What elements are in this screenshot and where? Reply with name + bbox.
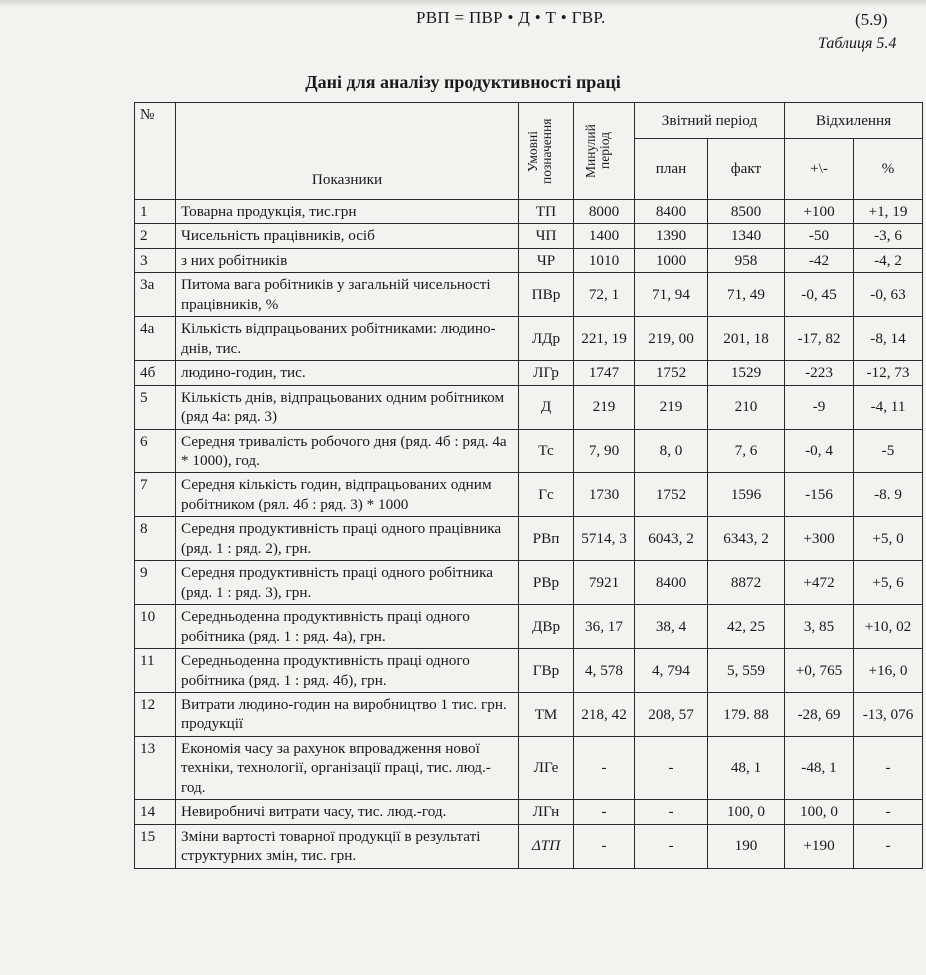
row-number: 14 (135, 800, 176, 824)
row-plan: 1390 (635, 224, 708, 248)
row-plan: 71, 94 (635, 273, 708, 317)
table-label: Таблиця 5.4 (818, 35, 897, 52)
header-abs: +\- (785, 139, 854, 200)
row-prior: 1010 (574, 248, 635, 272)
row-prior: 5714, 3 (574, 517, 635, 561)
row-prior: 1730 (574, 473, 635, 517)
row-deviation-pct: - (854, 736, 923, 799)
row-deviation-abs: 100, 0 (785, 800, 854, 824)
row-number: 4а (135, 317, 176, 361)
row-plan: 1752 (635, 473, 708, 517)
row-symbol: ЛГн (519, 800, 574, 824)
header-report: Звітний період (635, 103, 785, 139)
row-plan: 4, 794 (635, 649, 708, 693)
table-row (135, 824, 923, 868)
row-fact: 1340 (708, 224, 785, 248)
formula-number: (5.9) (855, 10, 888, 29)
row-number: 11 (135, 649, 176, 693)
row-plan: - (635, 824, 708, 868)
row-fact: 201, 18 (708, 317, 785, 361)
row-plan: 219, 00 (635, 317, 708, 361)
row-fact: 5, 559 (708, 649, 785, 693)
header-deviation: Відхилення (785, 103, 923, 139)
row-label: Економія часу за рахунок впровадження нової техніки, технології, організації праці, тис. люд.-год. (176, 736, 519, 799)
row-number: 3 (135, 248, 176, 272)
row-symbol: ДВр (519, 605, 574, 649)
row-deviation-pct: -4, 11 (854, 385, 923, 429)
header-name: Показники (176, 103, 519, 200)
row-deviation-abs: +300 (785, 517, 854, 561)
table-row (135, 361, 923, 385)
row-symbol: РВр (519, 561, 574, 605)
row-fact: 1596 (708, 473, 785, 517)
row-prior: - (574, 736, 635, 799)
row-label: Чисельність працівників, осіб (176, 224, 519, 248)
row-prior: 72, 1 (574, 273, 635, 317)
table-row (135, 200, 923, 224)
row-symbol: Гс (519, 473, 574, 517)
table-row (135, 385, 923, 429)
row-symbol: ЛДр (519, 317, 574, 361)
row-symbol: ЛГе (519, 736, 574, 799)
row-fact: 6343, 2 (708, 517, 785, 561)
table-row (135, 224, 923, 248)
row-deviation-pct: -0, 63 (854, 273, 923, 317)
row-number: 3а (135, 273, 176, 317)
table-row (135, 692, 923, 736)
row-label: Середньоденна продуктивність праці одного робітника (ряд. 1 : ряд. 4б), грн. (176, 649, 519, 693)
row-symbol: ГВр (519, 649, 574, 693)
row-symbol: Д (519, 385, 574, 429)
row-prior: 1400 (574, 224, 635, 248)
row-deviation-abs: 3, 85 (785, 605, 854, 649)
row-fact: 1529 (708, 361, 785, 385)
row-deviation-pct: -8, 14 (854, 317, 923, 361)
table-row (135, 317, 923, 361)
row-label: Товарна продукція, тис.грн (176, 200, 519, 224)
table-body (135, 200, 923, 869)
row-number: 13 (135, 736, 176, 799)
row-fact: 48, 1 (708, 736, 785, 799)
row-deviation-pct: -8. 9 (854, 473, 923, 517)
row-label: Питома вага робітників у загальній чисельності працівників, % (176, 273, 519, 317)
row-deviation-pct: +5, 6 (854, 561, 923, 605)
header-prior-text: Минулий період (583, 124, 613, 178)
row-plan: 1752 (635, 361, 708, 385)
row-deviation-pct: -4, 2 (854, 248, 923, 272)
header-prior (574, 103, 635, 200)
row-plan: 38, 4 (635, 605, 708, 649)
row-deviation-abs: -50 (785, 224, 854, 248)
row-label: Зміни вартості товарної продукції в результаті структурних змін, тис. грн. (176, 824, 519, 868)
row-prior: 219 (574, 385, 635, 429)
row-deviation-abs: -223 (785, 361, 854, 385)
row-fact: 8500 (708, 200, 785, 224)
table-row (135, 273, 923, 317)
table-title: Дані для аналізу продуктивності праці (305, 72, 621, 92)
row-number: 12 (135, 692, 176, 736)
row-plan: - (635, 736, 708, 799)
row-prior: 7, 90 (574, 429, 635, 473)
row-deviation-abs: -0, 45 (785, 273, 854, 317)
table-row (135, 800, 923, 824)
row-symbol: ЧР (519, 248, 574, 272)
row-deviation-abs: -0, 4 (785, 429, 854, 473)
row-prior: 36, 17 (574, 605, 635, 649)
row-label: Витрати людино-годин на виробництво 1 тис. грн. продукції (176, 692, 519, 736)
header-plan: план (635, 139, 708, 200)
row-deviation-pct: +10, 02 (854, 605, 923, 649)
row-deviation-pct: -12, 73 (854, 361, 923, 385)
row-label: людино-годин, тис. (176, 361, 519, 385)
row-label: Невиробничі витрати часу, тис. люд.-год. (176, 800, 519, 824)
row-deviation-pct: +1, 19 (854, 200, 923, 224)
row-prior: 4, 578 (574, 649, 635, 693)
row-symbol: Тс (519, 429, 574, 473)
row-label: Середня продуктивність праці одного робітника (ряд. 1 : ряд. 3), грн. (176, 561, 519, 605)
row-deviation-abs: +100 (785, 200, 854, 224)
row-label: з них робітників (176, 248, 519, 272)
row-fact: 71, 49 (708, 273, 785, 317)
row-deviation-pct: - (854, 824, 923, 868)
page-top-edge (0, 0, 926, 8)
row-number: 10 (135, 605, 176, 649)
row-number: 15 (135, 824, 176, 868)
row-fact: 8872 (708, 561, 785, 605)
row-prior: 7921 (574, 561, 635, 605)
table-row (135, 429, 923, 473)
row-plan: 6043, 2 (635, 517, 708, 561)
row-deviation-abs: -156 (785, 473, 854, 517)
row-label: Кількість днів, відпрацьованих одним робітником (ряд 4а: ряд. 3) (176, 385, 519, 429)
row-deviation-abs: -48, 1 (785, 736, 854, 799)
row-deviation-abs: -17, 82 (785, 317, 854, 361)
row-number: 1 (135, 200, 176, 224)
row-plan: - (635, 800, 708, 824)
row-plan: 8, 0 (635, 429, 708, 473)
row-number: 4б (135, 361, 176, 385)
table-header-row (135, 103, 923, 139)
row-fact: 958 (708, 248, 785, 272)
row-fact: 179. 88 (708, 692, 785, 736)
row-deviation-abs: +190 (785, 824, 854, 868)
row-deviation-pct: +5, 0 (854, 517, 923, 561)
row-deviation-abs: -28, 69 (785, 692, 854, 736)
row-plan: 1000 (635, 248, 708, 272)
row-symbol: ΔТП (519, 824, 574, 868)
row-prior: 1747 (574, 361, 635, 385)
row-symbol: ТМ (519, 692, 574, 736)
row-symbol: РВп (519, 517, 574, 561)
row-prior: 8000 (574, 200, 635, 224)
row-label: Середня кількість годин, відпрацьованих одним робітником (рял. 4б : ряд. 3) * 1000 (176, 473, 519, 517)
row-prior: - (574, 800, 635, 824)
row-fact: 210 (708, 385, 785, 429)
formula: РВП = ПВР • Д • Т • ГВР. (416, 8, 606, 27)
table-row (135, 605, 923, 649)
row-fact: 100, 0 (708, 800, 785, 824)
row-symbol: ЛГр (519, 361, 574, 385)
row-label: Середня продуктивність праці одного працівника (ряд. 1 : ряд. 2), грн. (176, 517, 519, 561)
row-deviation-abs: -9 (785, 385, 854, 429)
row-deviation-pct: -5 (854, 429, 923, 473)
row-label: Середня тривалість робочого дня (ряд. 4б : ряд. 4а * 1000), год. (176, 429, 519, 473)
data-table (134, 102, 923, 869)
row-plan: 8400 (635, 200, 708, 224)
row-label: Середньоденна продуктивність праці одного робітника (ряд. 1 : ряд. 4а), грн. (176, 605, 519, 649)
table-row (135, 248, 923, 272)
row-symbol: ПВр (519, 273, 574, 317)
header-symbol-text: Умовні позначення (525, 118, 555, 184)
row-prior: 221, 19 (574, 317, 635, 361)
row-symbol: ТП (519, 200, 574, 224)
row-plan: 219 (635, 385, 708, 429)
row-fact: 7, 6 (708, 429, 785, 473)
header-fact: факт (708, 139, 785, 200)
row-prior: - (574, 824, 635, 868)
table-row (135, 649, 923, 693)
table-row (135, 517, 923, 561)
row-deviation-abs: -42 (785, 248, 854, 272)
row-plan: 208, 57 (635, 692, 708, 736)
row-number: 6 (135, 429, 176, 473)
row-fact: 190 (708, 824, 785, 868)
row-prior: 218, 42 (574, 692, 635, 736)
row-deviation-pct: +16, 0 (854, 649, 923, 693)
row-number: 5 (135, 385, 176, 429)
row-number: 2 (135, 224, 176, 248)
row-deviation-pct: -13, 076 (854, 692, 923, 736)
header-symbol (519, 103, 574, 200)
row-deviation-pct: - (854, 800, 923, 824)
table-row (135, 473, 923, 517)
row-number: 8 (135, 517, 176, 561)
row-deviation-abs: +0, 765 (785, 649, 854, 693)
row-label: Кількість відпрацьованих робітниками: людино-днів, тис. (176, 317, 519, 361)
header-pct: % (854, 139, 923, 200)
row-fact: 42, 25 (708, 605, 785, 649)
row-deviation-abs: +472 (785, 561, 854, 605)
header-no: № (135, 103, 176, 200)
row-plan: 8400 (635, 561, 708, 605)
table-row (135, 561, 923, 605)
table-row (135, 736, 923, 799)
row-symbol: ЧП (519, 224, 574, 248)
row-deviation-pct: -3, 6 (854, 224, 923, 248)
row-number: 7 (135, 473, 176, 517)
row-number: 9 (135, 561, 176, 605)
